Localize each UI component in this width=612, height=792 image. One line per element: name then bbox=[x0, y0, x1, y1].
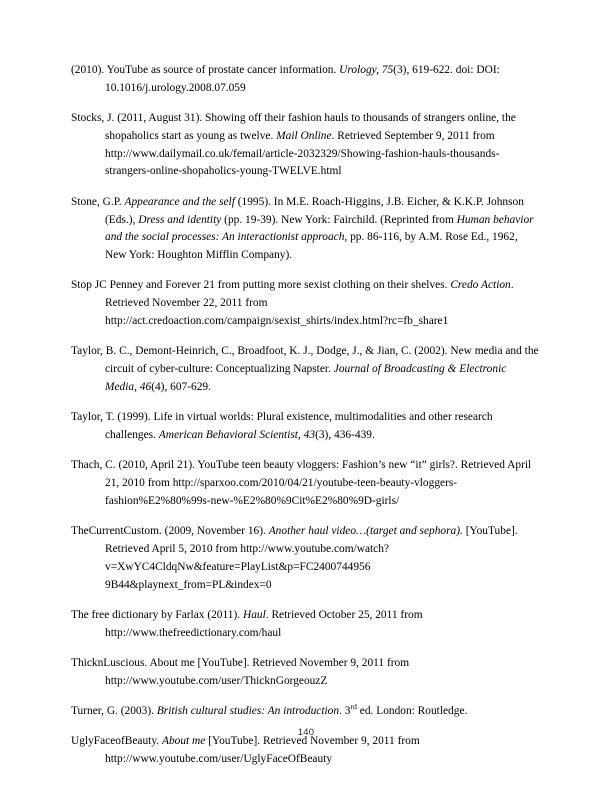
reference-text: ThicknLuscious. About me [YouTube]. Retrieved November 9, 2011 from http://www.youtube.com/user/ThicknGorgeouzZ bbox=[71, 657, 410, 687]
reference-title-italic: Appearance and the self bbox=[124, 195, 235, 208]
reference-text: (3), 436-439. bbox=[315, 429, 375, 442]
ordinal-suffix: rd bbox=[350, 702, 357, 712]
reference-title-italic: Mail Online bbox=[276, 129, 332, 142]
reference-text: Stone, G.P. bbox=[71, 195, 125, 208]
reference-title-italic: British cultural studies: An introduction bbox=[156, 705, 340, 718]
reference-entry bbox=[71, 110, 541, 181]
reference-entry bbox=[71, 733, 541, 769]
reference-entry bbox=[71, 523, 541, 594]
reference-text: . Retrieved September 9, 2011 from http://www.dailymail.co.uk/femail/article-2032329/Showing-fashion-hauls-thousands-strangers-online-shopaholics-young-TWELVE.html bbox=[105, 129, 500, 178]
reference-entry bbox=[71, 607, 541, 643]
reference-text: (1995). In M.E. Roach-Higgins, J.B. Eicher, & K.K.P. Johnson (Eds.), bbox=[105, 195, 524, 226]
reference-text: . 3 bbox=[339, 705, 351, 718]
reference-entry bbox=[71, 457, 541, 510]
reference-entry bbox=[71, 703, 541, 721]
reference-title-italic: Human behavior and the social processes: An interactionist approach bbox=[105, 213, 534, 244]
reference-title-italic: Another haul video…(target and sephora). bbox=[268, 525, 463, 538]
reference-entry bbox=[71, 277, 541, 330]
reference-text: Turner, G. (2003). bbox=[71, 705, 157, 718]
reference-text: Stop JC Penney and Forever 21 from putting more sexist clothing on their shelves. bbox=[71, 279, 451, 292]
reference-text: UglyFaceofBeauty. bbox=[71, 735, 162, 748]
reference-text: Stocks, J. (2011, August 31). Showing off their fashion hauls to thousands of strangers online, the shopaholics start as young as twelve. bbox=[71, 112, 516, 142]
reference-text: (pp. 19-39). New York: Fairchild. (Reprinted from bbox=[221, 213, 457, 226]
reference-title-italic: Journal of Broadcasting & Electronic Media, 46 bbox=[105, 363, 507, 393]
reference-entry bbox=[71, 409, 541, 445]
reference-title-italic: Haul bbox=[242, 608, 266, 621]
reference-entry bbox=[71, 343, 541, 396]
reference-list bbox=[71, 62, 541, 769]
reference-entry bbox=[71, 194, 541, 265]
reference-title-italic: About me bbox=[162, 735, 206, 748]
reference-text: 9B44&playnext_from=PL&index=0 bbox=[105, 578, 272, 591]
reference-text: Thach, C. (2010, April 21). YouTube teen beauty vloggers: Fashion’s new “it” girls?. Retrieved April 21, 2010 from http://sparxoo.com/2010/04/21/youtube-teen-beauty-vloggers-fashion%E2%80%99s-new-%E2%80%9Cit%E2%80%9D-girls/ bbox=[71, 459, 532, 507]
reference-title-italic: Credo Action bbox=[450, 279, 511, 292]
reference-text: Taylor, T. (1999). Life in virtual worlds: Plural existence, multimodalities and other research challenges. bbox=[71, 411, 493, 442]
reference-text: [YouTube]. Retrieved November 9, 2011 from http://www.youtube.com/user/UglyFaceOfBeauty bbox=[105, 735, 420, 766]
reference-title-italic: Dress and identity bbox=[138, 213, 222, 226]
reference-text: TheCurrentCustom. (2009, November 16). bbox=[71, 525, 269, 538]
reference-text: (2010). YouTube as source of prostate cancer information. bbox=[71, 64, 340, 76]
reference-text: (3), 619-622. doi: DOI: 10.1016/j.urology.2008.07.059 bbox=[105, 64, 500, 94]
reference-title-italic: Urology, 75 bbox=[339, 64, 394, 76]
page-number: 140 bbox=[297, 727, 315, 738]
reference-text: . Retrieved October 25, 2011 from http://www.thefreedictionary.com/haul bbox=[105, 608, 423, 639]
reference-entry bbox=[71, 655, 541, 691]
reference-text: (4), 607-629. bbox=[151, 380, 211, 393]
reference-entry bbox=[71, 62, 541, 98]
reference-text: ed. London: Routledge. bbox=[356, 705, 468, 718]
reference-title-italic: American Behavioral Scientist, 43 bbox=[158, 429, 316, 442]
reference-text: . Retrieved November 22, 2011 from http://act.credoaction.com/campaign/sexist_shirts/index.html?rc=fb_share1 bbox=[105, 279, 514, 328]
reference-text: [YouTube]. Retrieved April 5, 2010 from http://www.youtube.com/watch?v=XwYC4CldqNw&feature=PlayList&p=FC2400744956 bbox=[105, 525, 518, 573]
reference-text: , pp. 86-116, by A.M. Rose Ed., 1962, New York: Houghton Mifflin Company). bbox=[105, 231, 518, 262]
reference-text: The free dictionary by Farlax (2011). bbox=[71, 608, 243, 621]
reference-text: Taylor, B. C., Demont-Heinrich, C., Broadfoot, K. J., Dodge, J., & Jian, C. (2002). New media and the circuit of cyber-culture: Conceptualizing Napster. bbox=[71, 345, 539, 376]
